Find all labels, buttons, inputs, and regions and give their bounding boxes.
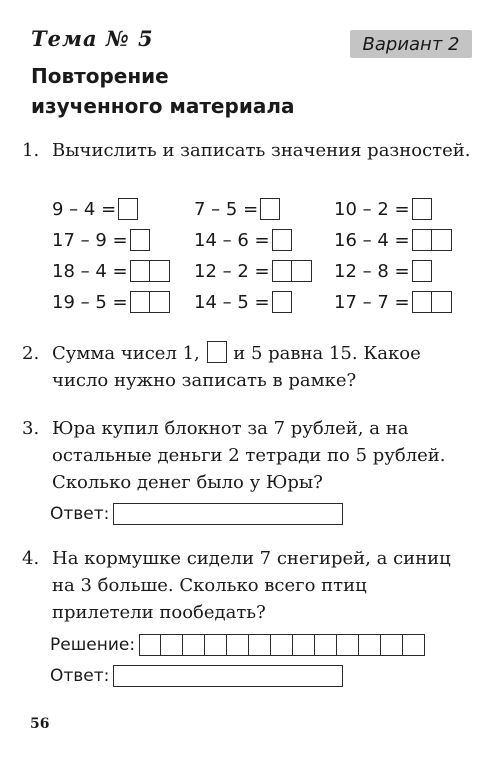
task-3-answer-label: Ответ: [50,504,110,524]
answer-box[interactable] [432,291,452,313]
task-4-solution-label: Решение: [50,635,136,655]
task-2-text-start: Сумма чисел 1, [52,343,200,364]
task-4-answer-label: Ответ: [50,666,110,686]
task-4-solution-row [50,634,425,656]
page-title-line-2: изученного материала [31,94,295,118]
answer-boxes [260,198,280,220]
expression-text: 14 – 6 = [194,229,270,251]
answer-box[interactable] [260,198,280,220]
solution-cell[interactable] [161,634,183,656]
task-4-text: На кормушке сидели 7 снегирей, а синиц на 3 больше. Сколько всего птиц прилетели пообедать? [52,548,451,623]
page-title-line-1: Повторение [31,64,169,88]
task-1 [22,137,482,164]
topic-number: Тема № 5 [31,26,154,51]
expression-text: 12 – 2 = [194,260,270,282]
subtraction-expression [194,226,292,254]
answer-box[interactable] [412,291,432,313]
task-1-number: 1. [22,140,40,161]
answer-boxes [130,291,170,313]
answer-box[interactable] [130,291,150,313]
solution-cell[interactable] [249,634,271,656]
subtraction-expression [334,257,432,285]
expression-row [52,257,472,288]
subtraction-expression [194,195,280,223]
answer-boxes [118,198,138,220]
solution-cell[interactable] [315,634,337,656]
task-3 [22,415,482,496]
task-2-number: 2. [22,343,40,364]
expression-text: 17 – 9 = [52,229,128,251]
subtraction-expression [334,288,452,316]
answer-boxes [412,260,432,282]
page-number: 56 [30,716,50,732]
expression-text: 12 – 8 = [334,260,410,282]
subtraction-expression [52,226,150,254]
answer-box[interactable] [272,291,292,313]
solution-cell[interactable] [139,634,161,656]
answer-box[interactable] [272,260,292,282]
task-2-answer-box[interactable] [207,341,227,363]
answer-box[interactable] [118,198,138,220]
subtraction-expression [334,226,452,254]
page-title [31,61,331,121]
expression-row [52,195,472,226]
answer-boxes [272,291,292,313]
solution-cell[interactable] [205,634,227,656]
expression-text: 9 – 4 = [52,198,117,220]
expression-text: 19 – 5 = [52,291,128,313]
expression-text: 16 – 4 = [334,229,410,251]
solution-cell[interactable] [271,634,293,656]
subtraction-expression [334,195,432,223]
expression-text: 14 – 5 = [194,291,270,313]
task-4 [22,545,482,626]
answer-box[interactable] [292,260,312,282]
answer-boxes [130,260,170,282]
subtraction-expression [52,288,170,316]
answer-boxes [272,260,312,282]
answer-box[interactable] [412,198,432,220]
answer-box[interactable] [150,291,170,313]
answer-boxes [130,229,150,251]
expression-text: 17 – 7 = [334,291,410,313]
answer-box[interactable] [130,229,150,251]
solution-cell[interactable] [227,634,249,656]
solution-cell[interactable] [403,634,425,656]
answer-box[interactable] [412,229,432,251]
answer-boxes [412,229,452,251]
subtraction-expression [194,257,312,285]
expression-row [52,288,472,319]
task-2 [22,340,482,394]
solution-cell[interactable] [337,634,359,656]
subtraction-expression [52,195,138,223]
expression-text: 18 – 4 = [52,260,128,282]
task-1-expressions [52,195,472,319]
solution-cell[interactable] [381,634,403,656]
task-3-answer-field[interactable] [113,503,343,525]
task-2-text [52,340,472,394]
answer-boxes [272,229,292,251]
solution-cell[interactable] [359,634,381,656]
task-4-answer-field[interactable] [113,665,343,687]
solution-cell[interactable] [183,634,205,656]
answer-box[interactable] [412,260,432,282]
answer-boxes [412,198,432,220]
variant-badge: Вариант 2 [350,30,472,58]
task-4-solution-cells [139,634,425,656]
expression-text: 10 – 2 = [334,198,410,220]
task-1-text: Вычислить и записать значения разностей. [52,140,471,161]
task-4-number: 4. [22,548,40,569]
task-2-text-end: и 5 равна 15. Какое число нужно записать в рамке? [52,343,421,391]
answer-box[interactable] [130,260,150,282]
answer-boxes [412,291,452,313]
task-4-answer-row [50,665,343,687]
task-3-number: 3. [22,418,40,439]
answer-box[interactable] [272,229,292,251]
answer-box[interactable] [150,260,170,282]
solution-cell[interactable] [293,634,315,656]
expression-row [52,226,472,257]
answer-box[interactable] [432,229,452,251]
expression-text: 7 – 5 = [194,198,259,220]
subtraction-expression [194,288,292,316]
task-3-answer-row [50,503,343,525]
task-3-text: Юра купил блокнот за 7 рублей, а на остальные деньги 2 тетради по 5 рублей. Сколько денег было у Юры? [52,418,446,493]
subtraction-expression [52,257,170,285]
